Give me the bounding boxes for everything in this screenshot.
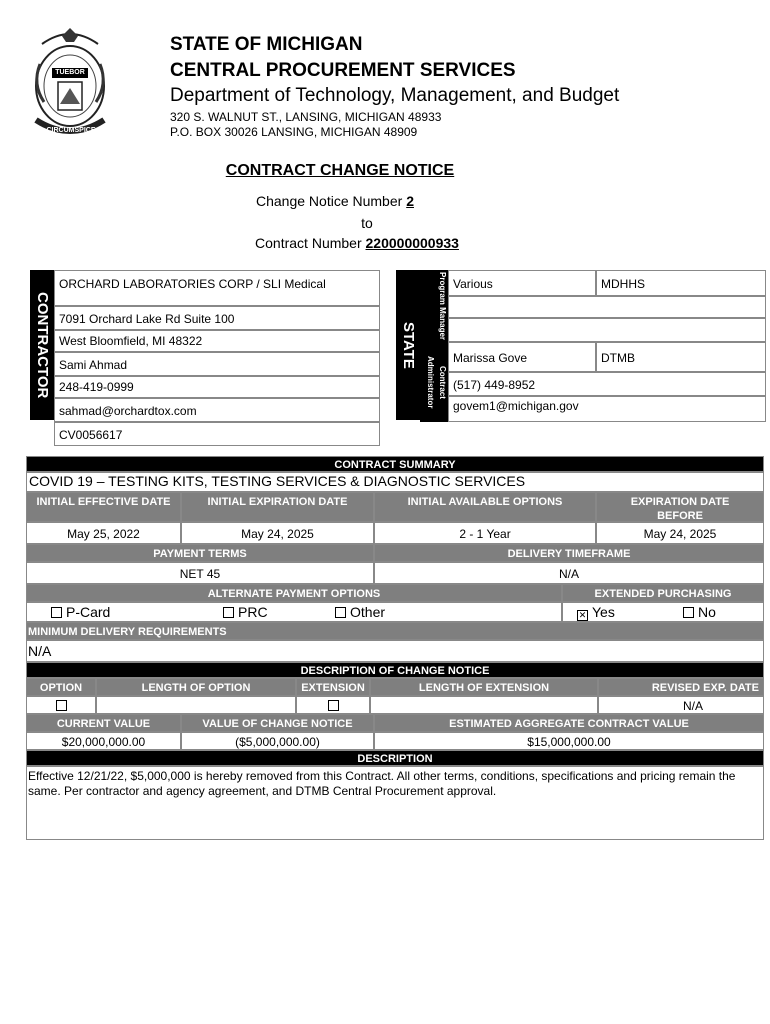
- delivery-timeframe: N/A: [374, 562, 764, 584]
- value-of-change-header: VALUE OF CHANGE NOTICE: [181, 714, 374, 732]
- contractor-name: ORCHARD LABORATORIES CORP / SLI Medical: [54, 270, 380, 306]
- agency-title: STATE OF MICHIGAN: [170, 34, 363, 55]
- expiration-before-header: EXPIRATION DATE BEFORE: [596, 492, 764, 522]
- change-description: Effective 12/21/22, $5,000,000 is hereby removed from this Contract. All other terms, conditions, specifications and pricing remain the same. Per contractor and agency agreement, and DTMB Central Procurement approval.: [26, 766, 764, 840]
- program-manager-agency: MDHHS: [596, 270, 766, 296]
- program-manager-name: Various: [448, 270, 596, 296]
- payment-terms: NET 45: [26, 562, 374, 584]
- other-checkbox[interactable]: [335, 607, 346, 618]
- estimated-aggregate-value: $15,000,000.00: [374, 732, 764, 750]
- option-cell: [26, 696, 96, 714]
- revised-exp-date: N/A: [598, 696, 764, 714]
- contract-number-line: [0, 235, 714, 251]
- option-checkbox[interactable]: [56, 700, 67, 711]
- option-header: OPTION: [26, 678, 96, 696]
- yes-label: Yes: [592, 604, 615, 620]
- contractor-phone: 248-419-0999: [54, 376, 380, 398]
- initial-effective-date: May 25, 2022: [26, 522, 181, 544]
- payment-terms-header: PAYMENT TERMS: [26, 544, 374, 562]
- initial-options-header: INITIAL AVAILABLE OPTIONS: [374, 492, 596, 522]
- revised-exp-date-header: REVISED EXP. DATE: [598, 678, 764, 696]
- initial-expiration-date: May 24, 2025: [181, 522, 374, 544]
- pcard-checkbox[interactable]: [51, 607, 62, 618]
- min-delivery-requirements: N/A: [26, 640, 764, 662]
- delivery-timeframe-header: DELIVERY TIMEFRAME: [374, 544, 764, 562]
- program-manager-label: Program Manager: [420, 270, 448, 342]
- pcard-label: P-Card: [66, 604, 111, 620]
- extension-cell: [296, 696, 370, 714]
- department-name: Department of Technology, Management, and Budget: [170, 85, 620, 106]
- pcard-option[interactable]: [51, 605, 110, 619]
- prc-option[interactable]: [223, 605, 268, 619]
- no-label: No: [698, 604, 716, 620]
- extension-checkbox[interactable]: [328, 700, 339, 711]
- program-manager-blank-row: [448, 318, 766, 342]
- notice-title: CONTRACT CHANGE NOTICE: [225, 162, 455, 179]
- contract-admin-phone: (517) 449-8952: [448, 372, 766, 396]
- alternate-payment-options: [26, 602, 562, 622]
- yes-option[interactable]: [577, 605, 615, 621]
- value-of-change: ($5,000,000.00): [181, 732, 374, 750]
- length-of-extension-cell: [370, 696, 598, 714]
- change-notice-header: DESCRIPTION OF CHANGE NOTICE: [26, 662, 764, 678]
- estimated-value-header: ESTIMATED AGGREGATE CONTRACT VALUE: [374, 714, 764, 732]
- expiration-before: May 24, 2025: [596, 522, 764, 544]
- current-value-header: CURRENT VALUE: [26, 714, 181, 732]
- initial-expiration-date-header: INITIAL EXPIRATION DATE: [181, 492, 374, 522]
- description-header: DESCRIPTION: [26, 750, 764, 766]
- program-manager-blank-row: [448, 296, 766, 318]
- contract-description: COVID 19 – TESTING KITS, TESTING SERVICES & DIAGNOSTIC SERVICES: [26, 472, 764, 492]
- po-box-address: P.O. BOX 30026 LANSING, MICHIGAN 48909: [170, 125, 418, 139]
- initial-options: 2 - 1 Year: [374, 522, 596, 544]
- yes-checkbox-checked[interactable]: ✕: [578, 610, 587, 620]
- alternate-payment-header: ALTERNATE PAYMENT OPTIONS: [26, 584, 562, 602]
- prc-label: PRC: [238, 604, 268, 620]
- min-delivery-header: MINIMUM DELIVERY REQUIREMENTS: [26, 622, 764, 640]
- contract-summary-header: CONTRACT SUMMARY: [26, 456, 764, 472]
- contract-number: 220000000933: [365, 235, 459, 251]
- contract-admin-label: Contract Administrator: [420, 342, 448, 422]
- current-value: $20,000,000.00: [26, 732, 181, 750]
- no-checkbox[interactable]: [683, 607, 694, 618]
- length-of-extension-header: LENGTH OF EXTENSION: [370, 678, 598, 696]
- agency-subtitle: CENTRAL PROCUREMENT SERVICES: [170, 60, 516, 81]
- other-option[interactable]: [335, 605, 385, 619]
- contract-admin-email: govem1@michigan.gov: [448, 396, 766, 422]
- seal-motto: TUEBOR: [55, 69, 85, 76]
- change-notice-number: 2: [406, 193, 414, 209]
- contract-number-label: Contract Number: [255, 235, 362, 251]
- extension-header: EXTENSION: [296, 678, 370, 696]
- contractor-contact: Sami Ahmad: [54, 352, 380, 376]
- prc-checkbox[interactable]: [223, 607, 234, 618]
- contract-admin-name: Marissa Gove: [448, 342, 596, 372]
- seal-bottom-motto: CIRCUMSPICE: [46, 127, 96, 134]
- no-option[interactable]: [683, 605, 716, 619]
- extended-purchasing-header: EXTENDED PURCHASING: [562, 584, 764, 602]
- contractor-label: CONTRACTOR: [30, 270, 54, 420]
- state-label: STATE: [396, 270, 420, 420]
- length-of-option-header: LENGTH OF OPTION: [96, 678, 296, 696]
- contract-admin-agency: DTMB: [596, 342, 766, 372]
- michigan-seal-icon: [22, 24, 118, 140]
- street-address: 320 S. WALNUT ST., LANSING, MICHIGAN 48933: [170, 110, 442, 124]
- initial-effective-date-header: INITIAL EFFECTIVE DATE: [26, 492, 181, 522]
- contractor-email: sahmad@orchardtox.com: [54, 398, 380, 422]
- change-notice-line: [0, 193, 670, 209]
- extended-purchasing-options: [562, 602, 764, 622]
- length-of-option-cell: [96, 696, 296, 714]
- contractor-address-line2: West Bloomfield, MI 48322: [54, 330, 380, 352]
- change-notice-label: Change Notice Number: [256, 193, 403, 209]
- to-label: to: [361, 215, 373, 231]
- contractor-vendor-id: CV0056617: [54, 422, 380, 446]
- other-label: Other: [350, 604, 386, 620]
- contractor-address-line1: 7091 Orchard Lake Rd Suite 100: [54, 306, 380, 330]
